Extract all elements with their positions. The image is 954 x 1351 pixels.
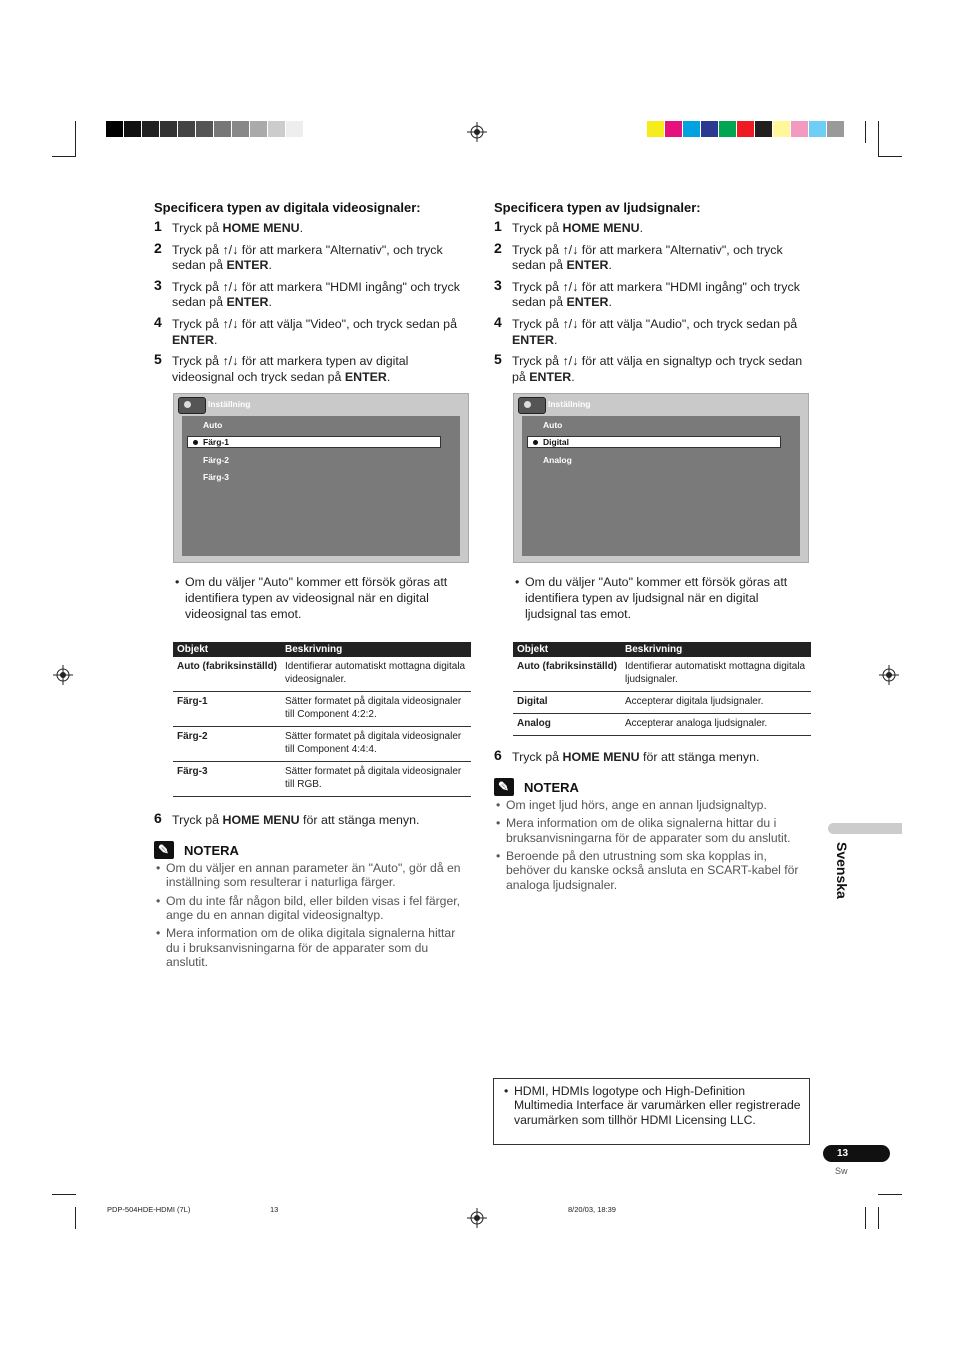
step: 3 Tryck på ↑/↓ för att markera "HDMI ingång" och tryck sedan på ENTER. [154,276,460,310]
language-code: Sw [835,1166,848,1176]
step: 5 Tryck på ↑/↓ för att välja en signaltyp och tryck sedan på ENTER. [494,351,803,384]
color-swatch [142,121,160,137]
info-bullet: • Om du väljer "Auto" kommer ett försök göras att identifiera typen av videosignal när en digital videosignal tas emot. [173,575,472,622]
step-number: 5 [494,351,502,368]
settings-icon [178,397,206,414]
step: 2 Tryck på ↑/↓ för att markera "Alternativ", och tryck sedan på ENTER. [494,239,783,273]
color-swatch [286,121,304,137]
color-swatch [701,121,719,137]
registration-mark-icon [467,1208,487,1228]
crop-mark [878,156,902,157]
table-row: Färg-1 Sätter formatet på digitala videosignaler till Component 4:2:2. [173,692,471,727]
step-6 [154,810,472,829]
color-swatch [827,121,845,137]
step-number: 3 [154,276,162,293]
footer-page: 13 [270,1205,279,1214]
steps-list [494,218,812,385]
note-icon [494,778,514,796]
osd-menu [522,416,800,556]
step-number: 6 [154,810,162,827]
note-item: • Om du inte får någon bild, eller bilden visas i fel färger, ange du en annan digital videosignaltyp. [154,894,472,923]
bullet-icon [193,440,198,445]
note-item: • Mera information om de olika digitala signalerna hittar du i bruksanvisningarna för de apparater som du anslutit. [154,926,472,969]
info-bullet: • Om du väljer "Auto" kommer ett försök göras att identifiera typen av ljudsignal när en digital ljudsignal tas emot. [513,575,812,622]
note-item: • Om du väljer en annan parameter än "Auto", gör då en inställning som resulterar i naturliga färger. [154,861,472,890]
table-row: Auto (fabriksinställd) Identifierar automatiskt mottagna digitala ljudsignaler. [513,657,811,692]
section-heading: Specificera typen av ljudsignaler: [494,200,701,215]
table-row: Analog Accepterar analoga ljudsignaler. [513,714,811,736]
steps-list [154,218,472,385]
crop-mark [878,121,879,156]
step-number: 4 [154,313,162,330]
crop-mark [75,1207,76,1229]
color-swatch [773,121,791,137]
crop-mark [52,156,76,157]
osd-title: Inställning [208,399,251,410]
step: 1 Tryck på HOME MENU. [154,218,304,235]
note-icon [154,841,174,859]
color-swatch [160,121,178,137]
options-table: Objekt Beskrivning Auto (fabriksinställd) Identifierar automatiskt mottagna digitala videosignaler. Färg-1 Sätter formatet på digitala videosignaler till Component 4:2:2. Färg-2 Sätter formatet på digitala videosignaler till Component 4:4:4. Färg-3 Sätter formatet på digitala videosignaler till RGB. [173,642,471,797]
osd-item[interactable]: Färg-2 [203,455,229,466]
color-swatch [647,121,665,137]
osd-item[interactable]: Analog [543,455,572,466]
color-swatch [809,121,827,137]
section-heading: Specificera typen av digitala videosignaler: [154,200,421,215]
crop-mark [865,1207,866,1229]
crop-mark [52,1194,76,1195]
step: 2 Tryck på ↑/↓ för att markera "Alternativ", och tryck sedan på ENTER. [154,239,443,273]
registration-mark-icon [53,665,73,685]
note-item: • Beroende på den utrustning som ska kopplas in, behöver du kanske också ansluta en SCART-kabel för analoga ljudsignaler. [494,849,812,892]
table-row: Färg-3 Sätter formatet på digitala videosignaler till RGB. [173,762,471,797]
color-swatch [250,121,268,137]
step: 1 Tryck på HOME MENU. [494,218,644,235]
osd-screen [173,393,469,563]
color-swatch [665,121,683,137]
step-number: 4 [494,313,502,330]
color-swatch [791,121,809,137]
trademark-box [493,1078,810,1145]
crop-mark [75,121,76,156]
osd-menu [182,416,460,556]
crop-mark [865,121,866,143]
notes-list [494,798,812,892]
footer-date: 8/20/03, 18:39 [568,1205,616,1214]
side-label-wrap [830,842,852,912]
step: 5 Tryck på ↑/↓ för att markera typen av digital videosignal och tryck sedan på ENTER. [154,351,409,384]
note-item: • Om inget ljud hörs, ange en annan ljudsignaltyp. [494,798,812,812]
settings-icon [518,397,546,414]
osd-title: Inställning [548,399,591,410]
step-number: 1 [154,218,162,234]
notes-list [154,861,472,970]
note-section: ✎ NOTERA • Om du väljer en annan parameter än "Auto", gör då en inställning som resulterar i naturliga färger. • Om du inte får någon bild, eller bilden visas i fel färger, ange du en annan digital videosignaltyp. • Mera information om de olika digitala signalerna hittar du i bruksanvisningarna för de apparater som du anslutit. [154,841,472,970]
side-tab [828,823,902,834]
color-swatch [106,121,124,137]
osd-item[interactable]: Färg-3 [203,472,229,483]
step-number: 6 [494,747,502,764]
color-swatch [196,121,214,137]
osd-item[interactable]: Auto [543,420,563,431]
grayscale-bar [106,121,304,137]
table-row: Digital Accepterar digitala ljudsignaler. [513,692,811,714]
osd-screen [513,393,809,563]
crop-mark [878,1207,879,1229]
color-swatch [178,121,196,137]
table-row: Färg-2 Sätter formatet på digitala videosignaler till Component 4:4:4. [173,727,471,762]
color-swatch [737,121,755,137]
step: 4 Tryck på ↑/↓ för att välja "Audio", och tryck sedan på ENTER. [494,313,798,347]
color-swatch [268,121,286,137]
step-number: 5 [154,351,162,368]
color-swatch [124,121,142,137]
page-number: 13 [823,1145,890,1162]
registration-mark-icon [879,665,899,685]
right-column [494,200,812,896]
color-swatch [683,121,701,137]
step-number: 1 [494,218,502,234]
trademark-text: • HDMI, HDMIs logotype och High-Definition Multimedia Interface är varumärken eller registrerade varumärken som tillhör HDMI Licensing LLC. [502,1084,801,1127]
note-item: • Mera information om de olika signalerna hittar du i bruksanvisningarna för de apparater som du anslutit. [494,816,812,845]
step-number: 2 [154,239,162,256]
crop-mark [878,1194,902,1195]
options-table: Objekt Beskrivning Auto (fabriksinställd) Identifierar automatiskt mottagna digitala ljudsignaler. Digital Accepterar digitala ljudsignaler. Analog Accepterar analoga ljudsignaler. [513,642,811,736]
color-swatch [755,121,773,137]
footer-file: PDP-504HDE-HDMI (7L) [107,1205,191,1214]
side-label: Svenska [834,842,850,899]
color-swatch [232,121,250,137]
registration-mark-icon [467,122,487,142]
osd-item-selected[interactable]: Digital [527,436,781,448]
step: 3 Tryck på ↑/↓ för att markera "HDMI ingång" och tryck sedan på ENTER. [494,276,800,310]
step-number: 2 [494,239,502,256]
left-column [154,200,472,974]
osd-item[interactable]: Auto [203,420,223,431]
step: 6 Tryck på HOME MENU för att stänga menyn. [494,747,760,765]
step: 6 Tryck på HOME MENU för att stänga menyn. [154,810,420,828]
color-swatch [214,121,232,137]
osd-item-selected[interactable]: Färg-1 [187,436,441,448]
step-6 [494,747,812,766]
step-number: 3 [494,276,502,293]
color-bar [647,121,845,137]
table-row: Auto (fabriksinställd) Identifierar automatiskt mottagna digitala videosignaler. [173,657,471,692]
note-section: ✎ NOTERA • Om inget ljud hörs, ange en annan ljudsignaltyp. • Mera information om de olika signalerna hittar du i bruksanvisningarna för de apparater som du anslutit. • Beroende på den utrustning som ska kopplas in, behöver du kanske också ansluta en SCART-kabel för analoga ljudsignaler. [494,778,812,892]
color-swatch [719,121,737,137]
bullet-icon [533,440,538,445]
step: 4 Tryck på ↑/↓ för att välja "Video", och tryck sedan på ENTER. [154,313,457,347]
